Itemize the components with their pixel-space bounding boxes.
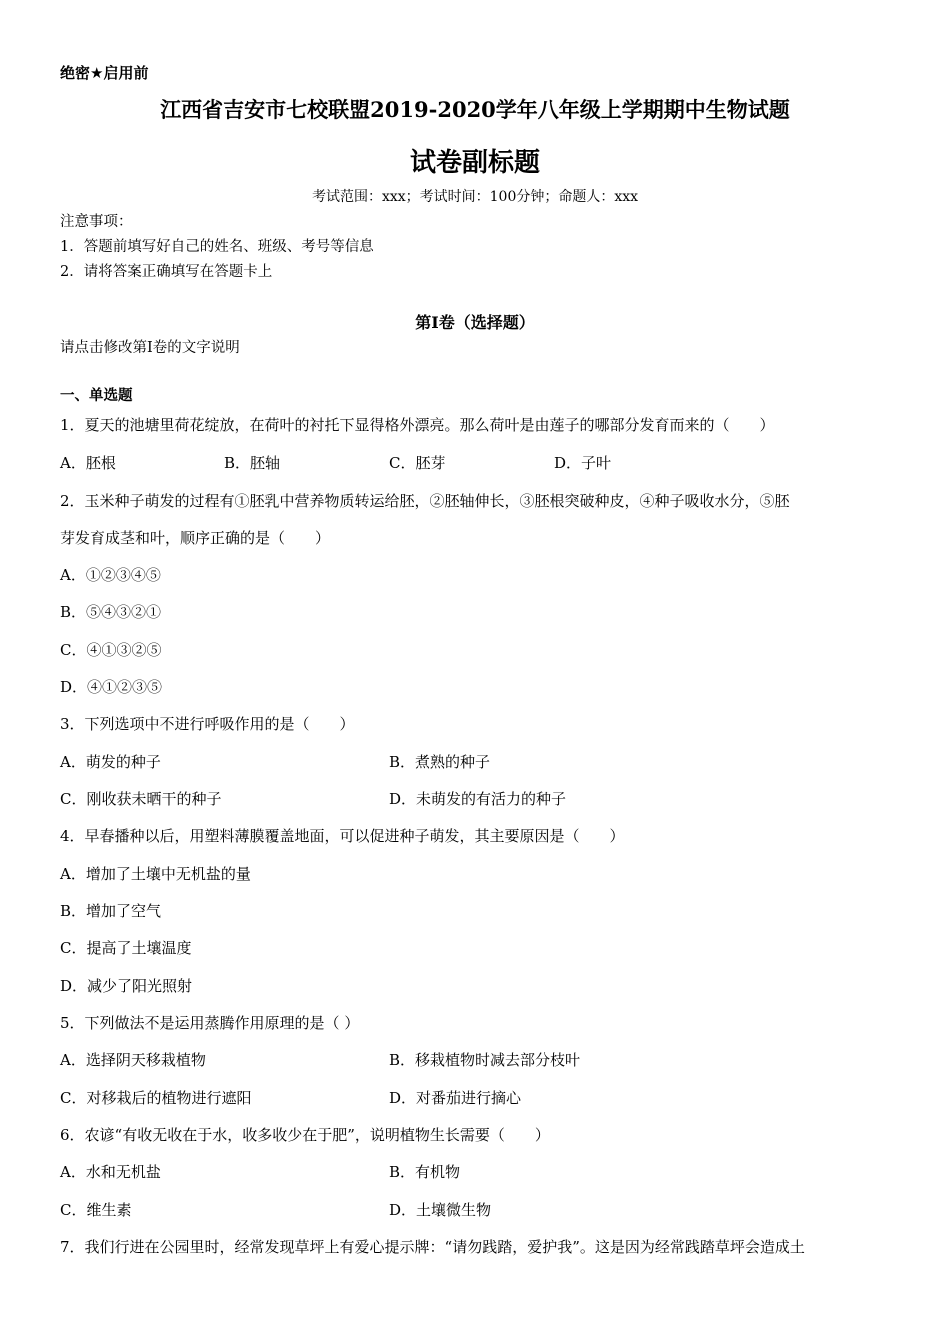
exam-info: 考试范围：xxx；考试时间：100分钟；命题人：xxx	[311, 189, 639, 205]
option-d[interactable]: D．子叶	[554, 454, 612, 472]
notice-item: 1．答题前填写好自己的姓名、班级、考号等信息	[60, 239, 374, 255]
section-title: 第I卷（选择题）	[415, 313, 535, 332]
page-title: 江西省吉安市七校联盟2019-2020学年八年级上学期期中生物试题	[160, 97, 790, 122]
option-c[interactable]: C．提高了土壤温度	[60, 939, 192, 957]
part-heading: 一、单选题	[60, 387, 133, 404]
option-a[interactable]: A．选择阴天移栽植物	[60, 1051, 206, 1069]
question-stem: 7．我们行进在公园里时，经常发现草坪上有爱心提示牌：“请勿践踏，爱护我”。这是因为经常践踏草坪会造成土	[60, 1238, 805, 1256]
question-stem: 1．夏天的池塘里荷花绽放，在荷叶的衬托下显得格外漂亮。那么荷叶是由莲子的哪部分发育而来的（ ）	[60, 416, 775, 434]
page-subtitle: 试卷副标题	[409, 148, 540, 178]
option-a[interactable]: A．萌发的种子	[60, 753, 161, 771]
option-b[interactable]: B．有机物	[389, 1163, 461, 1181]
notice-item: 2．请将答案正确填写在答题卡上	[60, 264, 273, 280]
option-d[interactable]: D．对番茄进行摘心	[389, 1089, 522, 1107]
question-stem: 6．农谚“有收无收在于水，收多收少在于肥”，说明植物生长需要（ ）	[60, 1126, 550, 1144]
option-d[interactable]: D．土壤微生物	[389, 1201, 492, 1219]
secret-mark: 绝密★启用前	[60, 64, 149, 82]
section-note[interactable]: 请点击修改第I卷的文字说明	[60, 340, 240, 356]
option-b[interactable]: B．增加了空气	[60, 902, 162, 920]
option-c[interactable]: C．胚芽	[389, 454, 446, 472]
option-c[interactable]: C．对移栽后的植物进行遮阳	[60, 1089, 252, 1107]
option-c[interactable]: C．维生素	[60, 1201, 132, 1219]
question-stem: 芽发育成茎和叶，顺序正确的是（ ）	[60, 529, 331, 547]
question-stem: 2．玉米种子萌发的过程有①胚乳中营养物质转运给胚，②胚轴伸长，③胚根突破种皮，④种子吸收水分，⑤胚	[60, 492, 790, 510]
option-c[interactable]: C．④①③②⑤	[60, 641, 162, 659]
option-a[interactable]: A．胚根	[60, 454, 116, 472]
option-b[interactable]: B．煮熟的种子	[389, 753, 491, 771]
notice-heading: 注意事项：	[60, 214, 133, 230]
question-stem: 4．早春播种以后，用塑料薄膜覆盖地面，可以促进种子萌发，其主要原因是（ ）	[60, 827, 625, 845]
question-stem: 3．下列选项中不进行呼吸作用的是（ ）	[60, 715, 355, 733]
option-b[interactable]: B．胚轴	[224, 454, 281, 472]
option-b[interactable]: B．⑤④③②①	[60, 603, 162, 621]
option-a[interactable]: A．增加了土壤中无机盐的量	[60, 865, 251, 883]
option-a[interactable]: A．①②③④⑤	[60, 566, 161, 584]
option-d[interactable]: D．④①②③⑤	[60, 678, 163, 696]
option-a[interactable]: A．水和无机盐	[60, 1163, 161, 1181]
option-d[interactable]: D．减少了阳光照射	[60, 977, 193, 995]
option-d[interactable]: D．未萌发的有活力的种子	[389, 790, 567, 808]
option-c[interactable]: C．刚收获未晒干的种子	[60, 790, 222, 808]
option-b[interactable]: B．移栽植物时减去部分枝叶	[389, 1051, 581, 1069]
question-stem: 5．下列做法不是运用蒸腾作用原理的是（ ）	[60, 1014, 360, 1032]
